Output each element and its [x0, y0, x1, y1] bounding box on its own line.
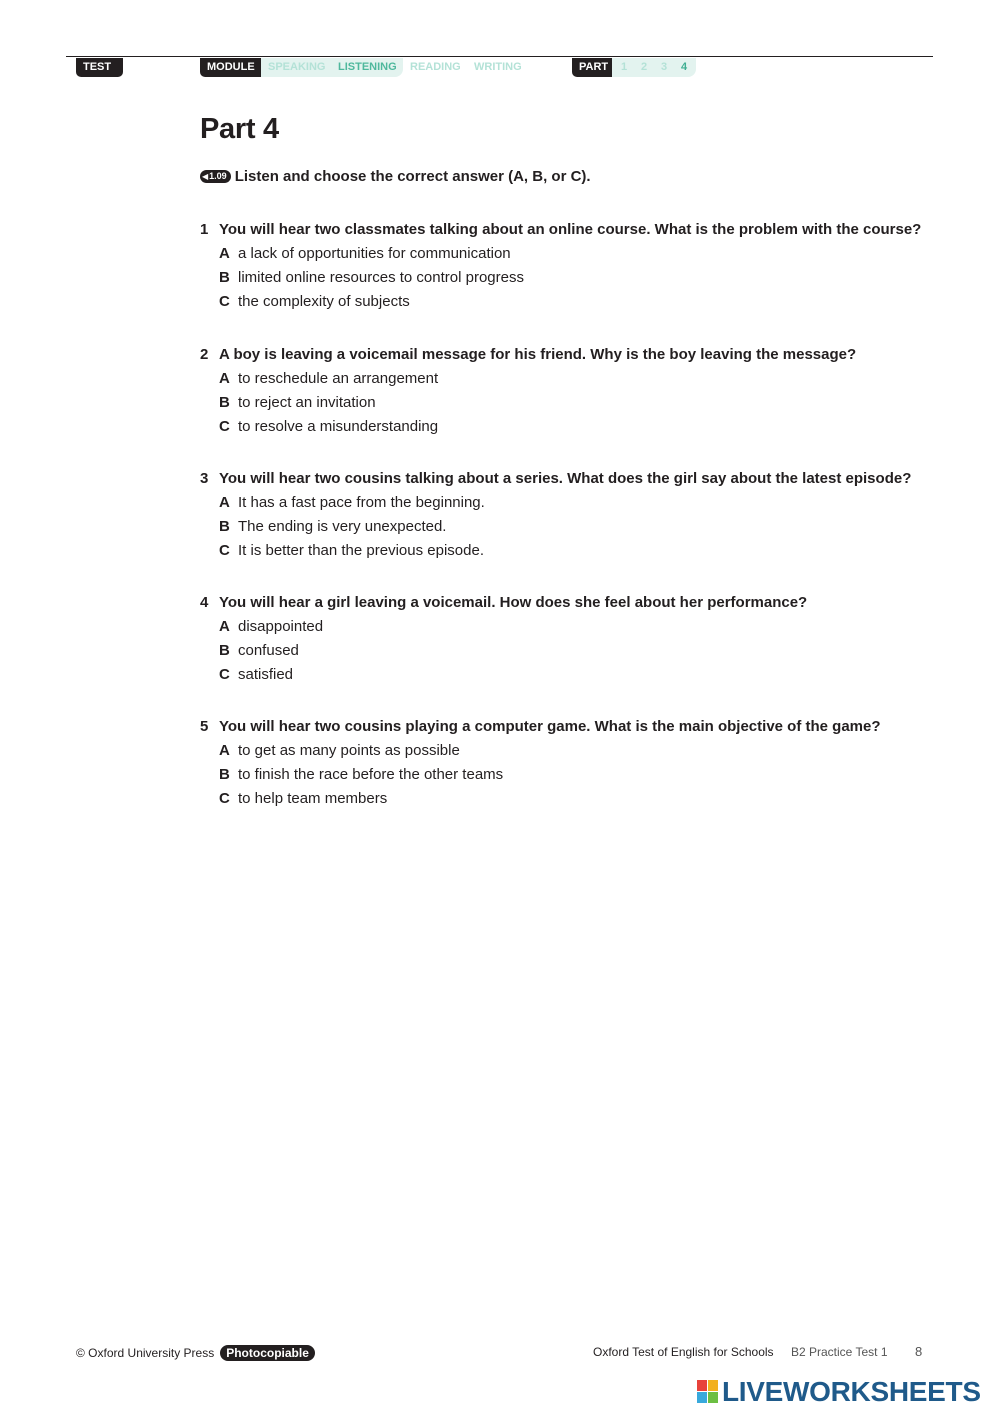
option-text: It has a fast pace from the beginning.	[238, 494, 485, 511]
page-number: 8	[915, 1344, 923, 1359]
answer-option-c[interactable]	[200, 787, 920, 811]
option-text: to finish the race before the other teams	[238, 766, 504, 783]
part-2: 2	[641, 61, 648, 73]
module-reading: READING	[410, 61, 461, 73]
question-number: 4	[200, 594, 209, 611]
answer-option-b[interactable]	[200, 266, 920, 290]
photocopiable-badge: Photocopiable	[220, 1345, 315, 1361]
option-text: to help team members	[238, 790, 388, 807]
answer-option-a[interactable]	[200, 242, 920, 266]
option-letter: C	[219, 293, 230, 310]
answer-option-c[interactable]	[200, 539, 920, 563]
audio-track-badge[interactable]	[200, 170, 231, 183]
option-text: confused	[238, 642, 299, 659]
part-1: 1	[621, 61, 628, 73]
option-letter: A	[219, 370, 230, 387]
test-label: TEST 1	[76, 58, 123, 77]
option-letter: C	[219, 666, 230, 683]
module-speaking: SPEAKING	[268, 61, 326, 73]
audio-track-number: 1.09	[209, 171, 227, 181]
option-text: to resolve a misunderstanding	[238, 418, 439, 435]
option-text: limited online resources to control progress	[238, 269, 524, 286]
answer-option-a[interactable]	[200, 367, 920, 391]
question-text: You will hear a girl leaving a voicemail. How does she feel about her performance?	[219, 594, 808, 611]
module-writing: WRITING	[474, 61, 522, 73]
part-label: PART	[572, 58, 612, 77]
question-number: 1	[200, 221, 209, 238]
option-letter: A	[219, 245, 230, 262]
question-prompt	[200, 343, 920, 367]
answer-option-b[interactable]	[200, 515, 920, 539]
question-text: You will hear two cousins playing a computer game. What is the main objective of the game?	[219, 718, 881, 735]
practice-test-label: B2 Practice Test 1	[791, 1345, 888, 1359]
speaker-icon: ◀	[202, 171, 209, 181]
part-4: 4	[681, 61, 688, 73]
question-1	[200, 218, 920, 314]
instruction-text: Listen and choose the correct answer (A, B, or C).	[234, 167, 591, 185]
option-letter: A	[219, 618, 230, 635]
option-letter: B	[219, 518, 230, 535]
option-text: satisfied	[238, 666, 294, 683]
header-rule	[66, 56, 933, 57]
question-5	[200, 715, 920, 811]
question-text: You will hear two cousins talking about a series. What does the girl say about the latest episode?	[219, 470, 912, 487]
answer-option-a[interactable]	[200, 491, 920, 515]
page-title: Part 4	[200, 113, 279, 145]
answer-option-c[interactable]	[200, 290, 920, 314]
option-text: It is better than the previous episode.	[238, 542, 484, 559]
option-letter: C	[219, 542, 230, 559]
option-text: disappointed	[238, 618, 324, 635]
option-letter: C	[219, 418, 230, 435]
answer-option-b[interactable]	[200, 391, 920, 415]
instruction-row	[200, 166, 591, 186]
answer-option-c[interactable]	[200, 663, 920, 687]
publication-title: Oxford Test of English for Schools	[593, 1345, 774, 1359]
answer-option-b[interactable]	[200, 763, 920, 787]
question-text: A boy is leaving a voicemail message for his friend. Why is the boy leaving the message?	[219, 346, 857, 363]
option-text: the complexity of subjects	[238, 293, 410, 310]
liveworksheets-logo-icon	[697, 1380, 719, 1404]
option-text: a lack of opportunities for communication	[238, 245, 511, 262]
part-3: 3	[661, 61, 668, 73]
option-letter: B	[219, 269, 230, 286]
answer-option-c[interactable]	[200, 415, 920, 439]
question-prompt	[200, 715, 920, 739]
option-letter: A	[219, 742, 230, 759]
question-number: 5	[200, 718, 209, 735]
option-letter: B	[219, 642, 230, 659]
option-text: to reject an invitation	[238, 394, 376, 411]
question-prompt	[200, 218, 920, 242]
question-text: You will hear two classmates talking about an online course. What is the problem with the course?	[219, 221, 922, 238]
liveworksheets-text: LIVEWORKSHEETS	[722, 1376, 981, 1407]
answer-option-a[interactable]	[200, 739, 920, 763]
question-number: 2	[200, 346, 209, 363]
option-letter: C	[219, 790, 230, 807]
liveworksheets-watermark[interactable]	[697, 1378, 981, 1406]
module-label: MODULE	[200, 58, 261, 77]
answer-option-b[interactable]	[200, 639, 920, 663]
option-text: to get as many points as possible	[238, 742, 460, 759]
question-prompt	[200, 467, 920, 491]
question-4	[200, 591, 920, 687]
question-2	[200, 343, 920, 439]
module-listening: LISTENING	[338, 61, 397, 73]
option-letter: A	[219, 494, 230, 511]
option-letter: B	[219, 394, 230, 411]
question-prompt	[200, 591, 920, 615]
answer-option-a[interactable]	[200, 615, 920, 639]
question-number: 3	[200, 470, 209, 487]
option-text: The ending is very unexpected.	[238, 518, 447, 535]
footer-left	[76, 1345, 315, 1361]
question-3	[200, 467, 920, 563]
option-letter: B	[219, 766, 230, 783]
option-text: to reschedule an arrangement	[238, 370, 439, 387]
copyright-text: © Oxford University Press	[76, 1346, 215, 1360]
